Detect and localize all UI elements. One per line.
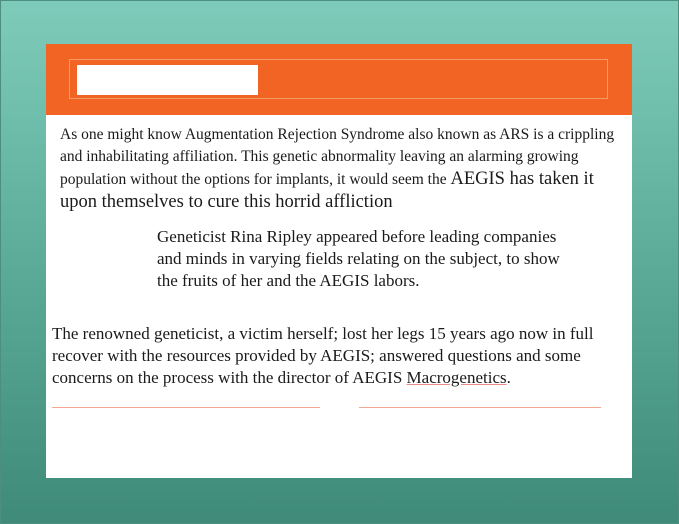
intro-text-large: AEGIS has taken it upon themselves to cure this horrid affliction [60,169,594,212]
macrogenetics-link: Macrogenetics [406,368,507,387]
intro-paragraph [60,124,620,214]
closing-text: The renowned geneticist, a victim herself; lost her legs 15 years ago now in full recover with the resources provided by AEGIS; answered questions and some concerns on the process with the director of AEGIS [52,324,594,387]
closing-period: . [506,368,511,387]
intro-text: As one might know Augmentation Rejection Syndrome also known as ARS is a crippling and inhabilitating affiliation. This genetic abnormality leaving an alarming growing population without the options for implants, it would seem the [60,126,615,188]
document-page [46,44,632,478]
closing-paragraph [52,323,628,389]
title-placeholder-box[interactable] [77,65,258,95]
header-banner [46,44,632,115]
divider-line-left [52,407,320,408]
divider-line-right [359,407,601,408]
indented-paragraph: Geneticist Rina Ripley appeared before leading companies and minds in varying fields relating on the subject, to show the fruits of her and the AEGIS labors. [157,227,560,290]
